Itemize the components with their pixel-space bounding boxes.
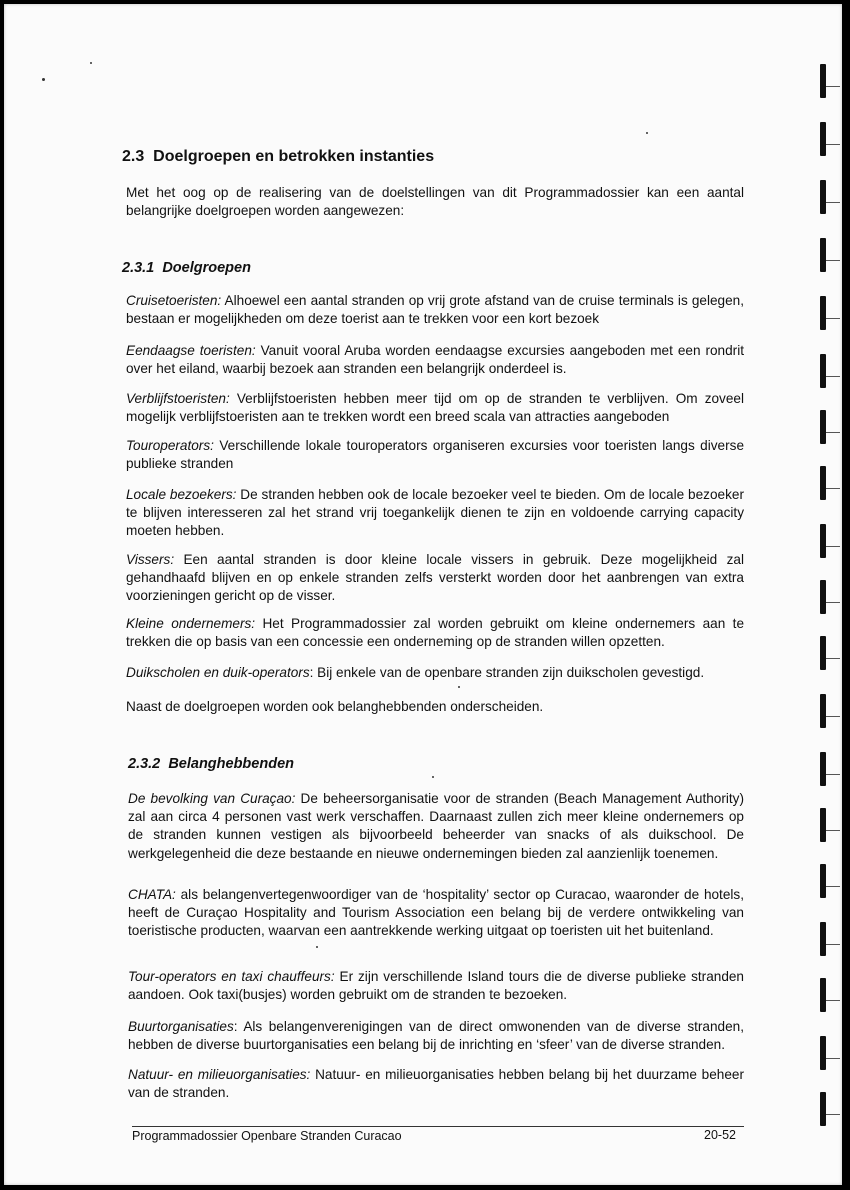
- item-text: Verblijfstoeristen hebben meer tijd om op de stranden te verblijven. Om zoveel mogelijk verblijfstoeristen aan te trekken wordt een breed scala van attracties aangeboden: [126, 391, 744, 425]
- list-item: [126, 292, 744, 328]
- binding-hole: [820, 864, 826, 898]
- binding-hole: [820, 752, 826, 786]
- binding-hole: [820, 580, 826, 614]
- binding-hole: [820, 180, 826, 214]
- item-term: Kleine ondernemers:: [126, 616, 256, 631]
- footer-rule: [132, 1126, 744, 1127]
- item-text: : Als belangenverenigingen van de direct omwonenden van de diverse stranden, hebben de diverse buurtorganisaties een belang bij de inrichting en ‘sfeer’ van de diverse stranden.: [128, 1019, 744, 1053]
- binding-hole: [820, 524, 826, 558]
- subsection-title: Doelgroepen: [162, 260, 251, 276]
- item-text: Er zijn verschillende Island tours die de diverse publieke stranden aandoen. Ook taxi(busjes) worden gebruikt om de stranden te bezoeken.: [128, 969, 744, 1003]
- scan-speck: [42, 78, 45, 81]
- item-text: De beheersorganisatie voor de stranden (Beach Management Authority) zal aan circa 4 personen vast werk verschaffen. Daarnaast zullen zich meer kleine ondernemers op de stranden kunnen vestigen als bijvoorbeeld beheerder van snacks of als duikschool. De werkgelegenheid die deze bestaande en nieuwe ondernemingen bieden zal aanzienlijk toenemen.: [128, 791, 745, 861]
- binding-hole: [820, 238, 826, 272]
- item-term: Duikscholen en duik-operators: [126, 665, 310, 680]
- item-text: Alhoewel een aantal stranden op vrij grote afstand van de cruise terminals is gelegen, bestaan er mogelijkheden om deze toerist aan te trekken voor een kort bezoek: [126, 293, 744, 327]
- item-term: CHATA:: [128, 887, 176, 902]
- binding-holes: [814, 64, 844, 1144]
- binding-hole: [820, 694, 826, 728]
- item-text: Natuur- en milieuorganisaties hebben belang bij het duurzame beheer van de stranden.: [128, 1067, 744, 1101]
- closing-text: Naast de doelgroepen worden ook belanghebbenden onderscheiden.: [126, 699, 544, 714]
- list-item: [126, 342, 744, 378]
- list-item: [126, 664, 744, 682]
- item-term: Eendaagse toeristen:: [126, 343, 256, 358]
- subsection-number: 2.3.1: [122, 260, 155, 276]
- item-term: De bevolking van Curaçao:: [128, 791, 296, 806]
- item-term: Locale bezoekers:: [126, 487, 237, 502]
- item-text: : Bij enkele van de openbare stranden zijn duikscholen gevestigd.: [309, 665, 705, 680]
- item-term: Tour-operators en taxi chauffeurs:: [128, 969, 335, 984]
- item-text: De stranden hebben ook de locale bezoeker veel te bieden. Om de locale bezoeker te blijven interesseren zal het strand vrij toegankelijk dienen te zijn en voldoende carrying capacity moeten hebben.: [126, 487, 744, 539]
- scan-speck: [458, 686, 460, 688]
- section-intro: Met het oog op de realisering van de doelstellingen van dit Programmadossier kan een aantal belangrijke doelgroepen worden aangewezen:: [126, 185, 744, 219]
- item-text: Verschillende lokale touroperators organiseren excursies voor toeristen langs diverse publieke stranden: [126, 438, 744, 472]
- subsection-heading-belanghebbenden: [128, 756, 294, 772]
- item-text: als belangenvertegenwoordiger van de ‘hospitality’ sector op Curacao, waaronder de hotels, heeft de Curaçao Hospitality and Tourism Association een belang bij de verdere ontwikkeling van toeristische producten, waarvan een aantrekkende werking uitgaat op toeristen uit het buitenland.: [128, 887, 744, 939]
- binding-hole: [820, 978, 826, 1012]
- binding-hole: [820, 354, 826, 388]
- binding-hole: [820, 410, 826, 444]
- item-text: Het Programmadossier zal worden gebruikt om kleine ondernemers aan te trekken die op basis van een concessie een onderneming op de stranden willen opzetten.: [126, 616, 745, 650]
- footer-title: Programmadossier Openbare Stranden Curacao: [132, 1129, 402, 1143]
- binding-hole: [820, 1036, 826, 1070]
- binding-hole: [820, 808, 826, 842]
- item-term: Touroperators:: [126, 438, 214, 453]
- item-term: Natuur- en milieuorganisaties:: [128, 1067, 311, 1082]
- list-item: [126, 551, 744, 606]
- page-number: 20-52: [704, 1128, 736, 1142]
- section-number: 2.3: [122, 148, 145, 165]
- item-text: Een aantal stranden is door kleine locale vissers in gebruik. Deze mogelijkheid zal gehandhaafd blijven en op enkele stranden zelfs versterkt worden door het aanbrengen van extra voorzieningen gericht op de visser.: [126, 552, 744, 604]
- list-item: [126, 615, 744, 651]
- binding-hole: [820, 64, 826, 98]
- list-item: [126, 486, 744, 541]
- list-item: [128, 886, 744, 941]
- list-item: [128, 790, 744, 863]
- binding-hole: [820, 1092, 826, 1126]
- scan-speck: [646, 132, 648, 134]
- scan-speck: [316, 946, 318, 948]
- binding-hole: [820, 296, 826, 330]
- item-term: Vissers:: [126, 552, 175, 567]
- section-title: Doelgroepen en betrokken instanties: [153, 148, 435, 165]
- binding-hole: [820, 466, 826, 500]
- item-term: Cruisetoeristen:: [126, 293, 222, 308]
- list-item: [128, 968, 744, 1004]
- list-item: [126, 437, 744, 473]
- item-term: Verblijfstoeristen:: [126, 391, 230, 406]
- list-item: [128, 1018, 744, 1054]
- binding-hole: [820, 922, 826, 956]
- item-term: Buurtorganisaties: [128, 1019, 234, 1034]
- binding-hole: [820, 122, 826, 156]
- section-heading: [122, 148, 434, 166]
- binding-hole: [820, 636, 826, 670]
- scan-speck: [90, 62, 92, 64]
- item-text: Vanuit vooral Aruba worden eendaagse excursies aangeboden met een rondrit over het eiland, waarbij bezoek aan stranden een belangrijk onderdeel is.: [126, 343, 744, 377]
- scan-speck: [432, 776, 434, 778]
- paper-sheet: [4, 4, 842, 1185]
- list-item: [126, 390, 744, 426]
- subsection-number: 2.3.2: [128, 756, 161, 772]
- subsection-title: Belanghebbenden: [168, 756, 294, 772]
- list-item: [128, 1066, 744, 1102]
- subsection-heading-doelgroepen: [122, 260, 251, 276]
